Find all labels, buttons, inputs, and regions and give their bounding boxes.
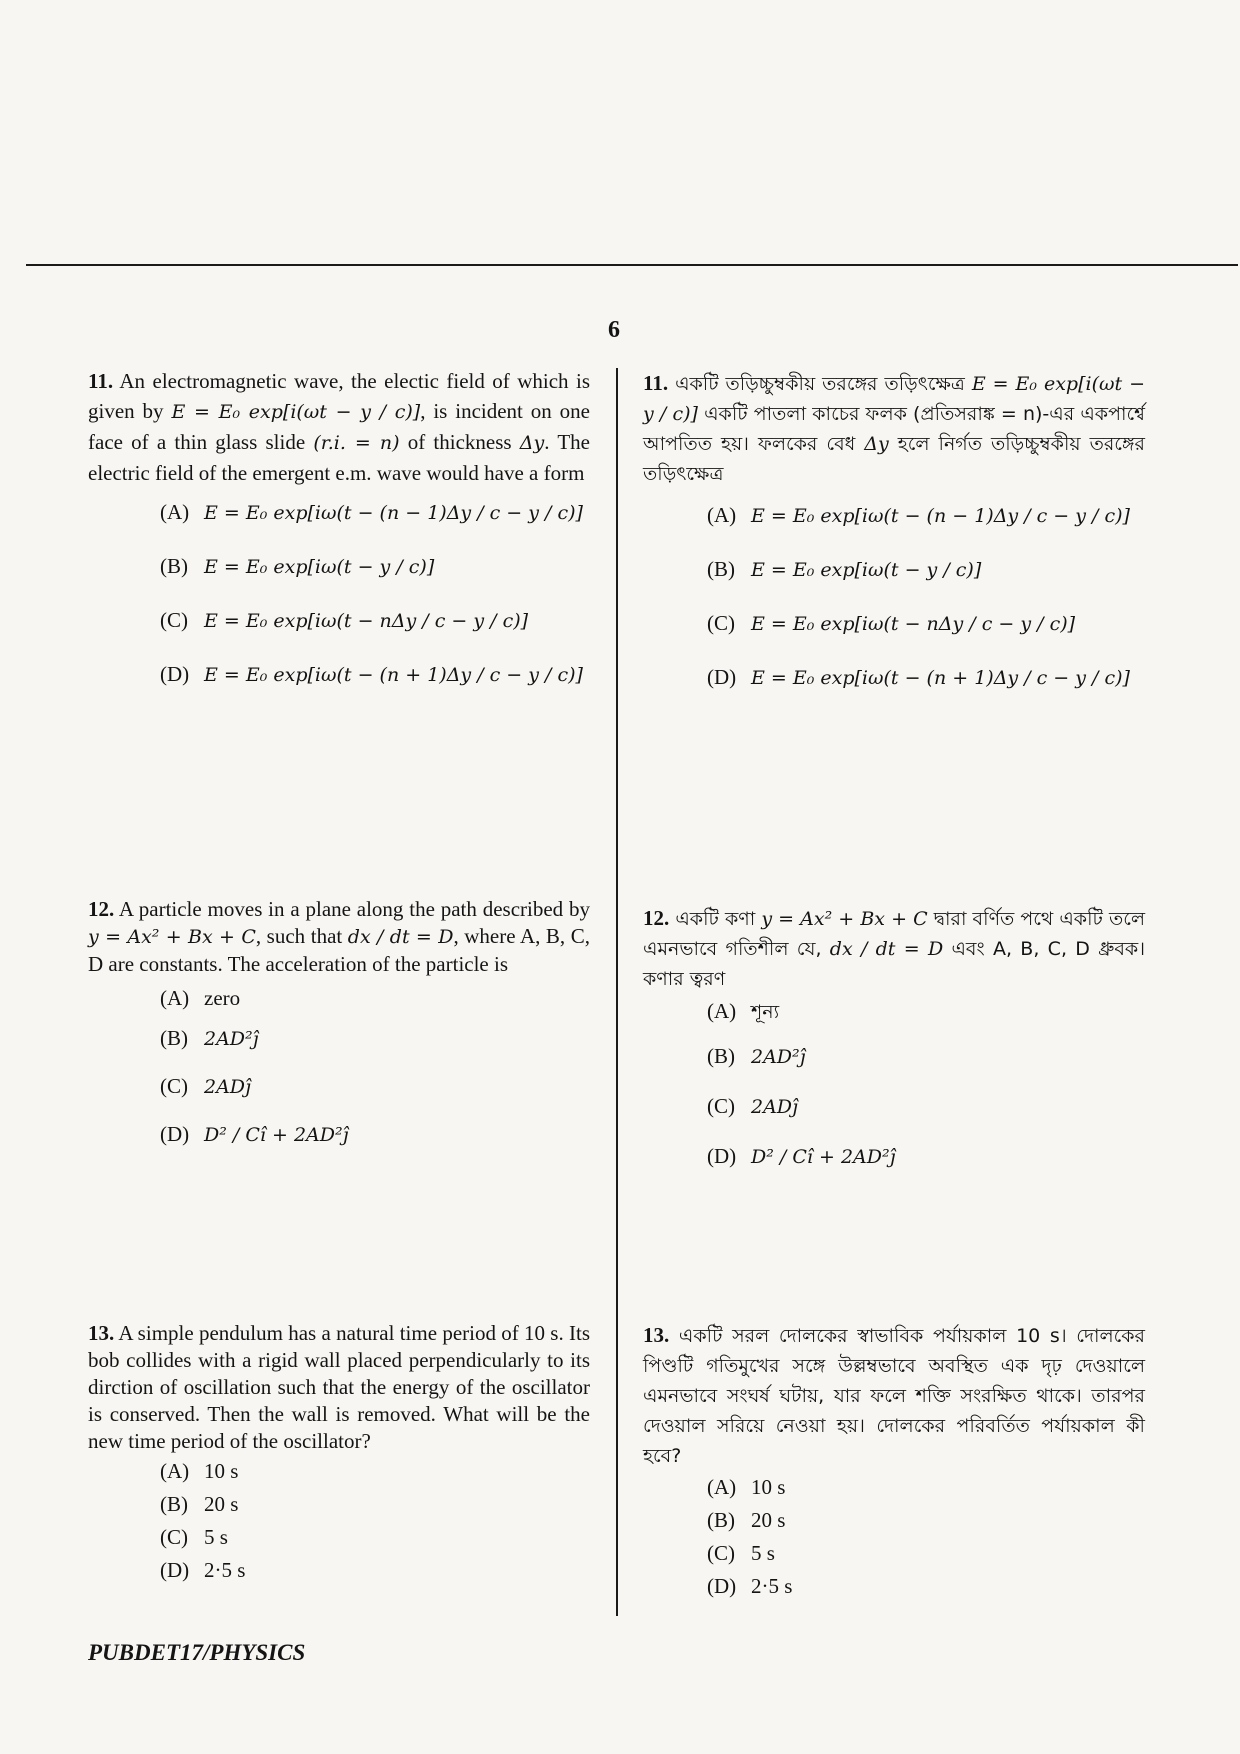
question-number: 12.: [643, 906, 670, 930]
thickness: Δy: [864, 433, 889, 455]
option-d[interactable]: (D) D² / Cî + 2AD²ĵ: [160, 1122, 349, 1146]
path-equation: y = Ax² + Bx + C: [88, 926, 256, 948]
rate-equation: dx / dt = D: [347, 926, 454, 948]
question-13-bn-options: [707, 1475, 1145, 1607]
option-c[interactable]: (C) 2ADĵ: [160, 1074, 251, 1098]
question-number: 11.: [643, 371, 669, 395]
option-a[interactable]: (A) শূন্য: [707, 999, 780, 1023]
question-11-en-options: [160, 500, 590, 716]
option-a[interactable]: (A) E = E₀ exp[iω(t − (n − 1)Δy / c − y / c)]: [160, 500, 583, 524]
question-13-bn-stem: 13. একটি সরল দোলকের স্বাভাবিক পর্যায়কাল 10 s। দোলকের পিণ্ডটি গতিমুখের সঙ্গে উল্লম্বভাবে অবস্থিত এক দৃঢ় দেওয়ালে এমনভাবে সংঘর্ষ ঘটায়, যার ফলে শক্তি সংরক্ষিত থাকে। তারপর দেওয়াল সরিয়ে নেওয়া হয়। দোলকের পরিবর্তিত পর্যায়কাল কী হবে?: [643, 1323, 1145, 1467]
option-b[interactable]: (B) E = E₀ exp[iω(t − y / c)]: [160, 554, 435, 578]
question-11-en: [88, 366, 590, 716]
option-a[interactable]: (A) 10 s: [707, 1475, 786, 1499]
question-13-bn: [643, 1320, 1145, 1607]
option-b[interactable]: (B) 20 s: [707, 1508, 786, 1532]
option-b[interactable]: (B) 20 s: [160, 1492, 239, 1516]
option-a[interactable]: (A) E = E₀ exp[iω(t − (n − 1)Δy / c − y / c)]: [707, 503, 1130, 527]
rate-equation: dx / dt = D: [829, 938, 944, 960]
page-number: 6: [608, 317, 620, 343]
option-b[interactable]: (B) 2AD²ĵ: [160, 1026, 259, 1050]
option-c[interactable]: (C) E = E₀ exp[iω(t − nΔy / c − y / c)]: [707, 611, 1076, 635]
question-12-bn-options: [707, 998, 1145, 1194]
question-13-en-options: [160, 1459, 590, 1591]
option-b[interactable]: (B) E = E₀ exp[iω(t − y / c)]: [707, 557, 982, 581]
question-11-en-stem: 11. An electromagnetic wave, the electic field of which is given by E = E₀ exp[i(ωt − y / c)], is incident on one face of a thin glass slide (r.i. = n) of thickness Δy. The electric field of the emergent e.m. wave would have a form: [88, 369, 591, 485]
question-12-en: [88, 896, 590, 1170]
refractive-index: (r.i. = n): [313, 432, 400, 454]
question-number: 11.: [88, 369, 114, 393]
wave-formula: E = E₀ exp[i(ωt − y / c)]: [171, 401, 421, 423]
column-divider: [616, 368, 618, 1616]
question-11-bn: [643, 368, 1145, 719]
question-12-bn: [643, 903, 1145, 1194]
option-c[interactable]: (C) 2ADĵ: [707, 1094, 798, 1118]
header-rule: [26, 264, 1238, 266]
thickness: Δy: [519, 432, 545, 454]
option-d[interactable]: (D) E = E₀ exp[iω(t − (n + 1)Δy / c − y / c)]: [707, 665, 1130, 689]
option-d[interactable]: (D) 2·5 s: [707, 1574, 793, 1598]
option-c[interactable]: (C) 5 s: [160, 1525, 228, 1549]
question-number: 13.: [88, 1321, 115, 1345]
question-12-en-stem: 12. A particle moves in a plane along the path described by y = Ax² + Bx + C, such that dx / dt = D, where A, B, C, D are constants. The acceleration of the particle is: [88, 897, 591, 976]
question-number: 13.: [643, 1323, 670, 1347]
question-number: 12.: [88, 897, 115, 921]
option-a[interactable]: (A) 10 s: [160, 1459, 239, 1483]
question-11-bn-stem: 11. একটি তড়িচ্চুম্বকীয় তরঙ্গের তড়িৎক্ষেত্র E = E₀ exp[i(ωt − y / c)] একটি পাতলা কাচের ফলক (প্রতিসরাঙ্ক = n)-এর একপার্শ্বে আপতিত হয়। ফলকের বেধ Δy হলে নির্গত তড়িচ্চুম্বকীয় তরঙ্গের তড়িৎক্ষেত্র: [643, 371, 1145, 485]
option-c[interactable]: (C) 5 s: [707, 1541, 775, 1565]
option-d[interactable]: (D) E = E₀ exp[iω(t − (n + 1)Δy / c − y / c)]: [160, 662, 583, 686]
question-12-bn-stem: 12. একটি কণা y = Ax² + Bx + C দ্বারা বর্ণিত পথে একটি তলে এমনভাবে গতিশীল যে, dx / dt = D এবং A, B, C, D ধ্রুবক। কণার ত্বরণ: [643, 906, 1145, 990]
option-c[interactable]: (C) E = E₀ exp[iω(t − nΔy / c − y / c)]: [160, 608, 529, 632]
wave-formula: E = E₀ exp[i(ωt − y / c)]: [643, 373, 1145, 425]
path-equation: y = Ax² + Bx + C: [761, 908, 928, 930]
option-d[interactable]: (D) 2·5 s: [160, 1558, 246, 1582]
footer-code: PUBDET17/PHYSICS: [88, 1640, 306, 1665]
option-d[interactable]: (D) D² / Cî + 2AD²ĵ: [707, 1144, 896, 1168]
question-11-bn-options: [707, 503, 1145, 719]
question-12-en-options: [160, 986, 590, 1170]
question-13-en: [88, 1320, 590, 1591]
option-b[interactable]: (B) 2AD²ĵ: [707, 1044, 806, 1068]
question-13-en-stem: 13. A simple pendulum has a natural time period of 10 s. Its bob collides with a rigid wall placed perpendicularly to its dirction of oscillation such that the energy of the oscillator is conserved. Then the wall is removed. What will be the new time period of the oscillator?: [88, 1321, 591, 1453]
option-a[interactable]: (A) zero: [160, 986, 241, 1010]
